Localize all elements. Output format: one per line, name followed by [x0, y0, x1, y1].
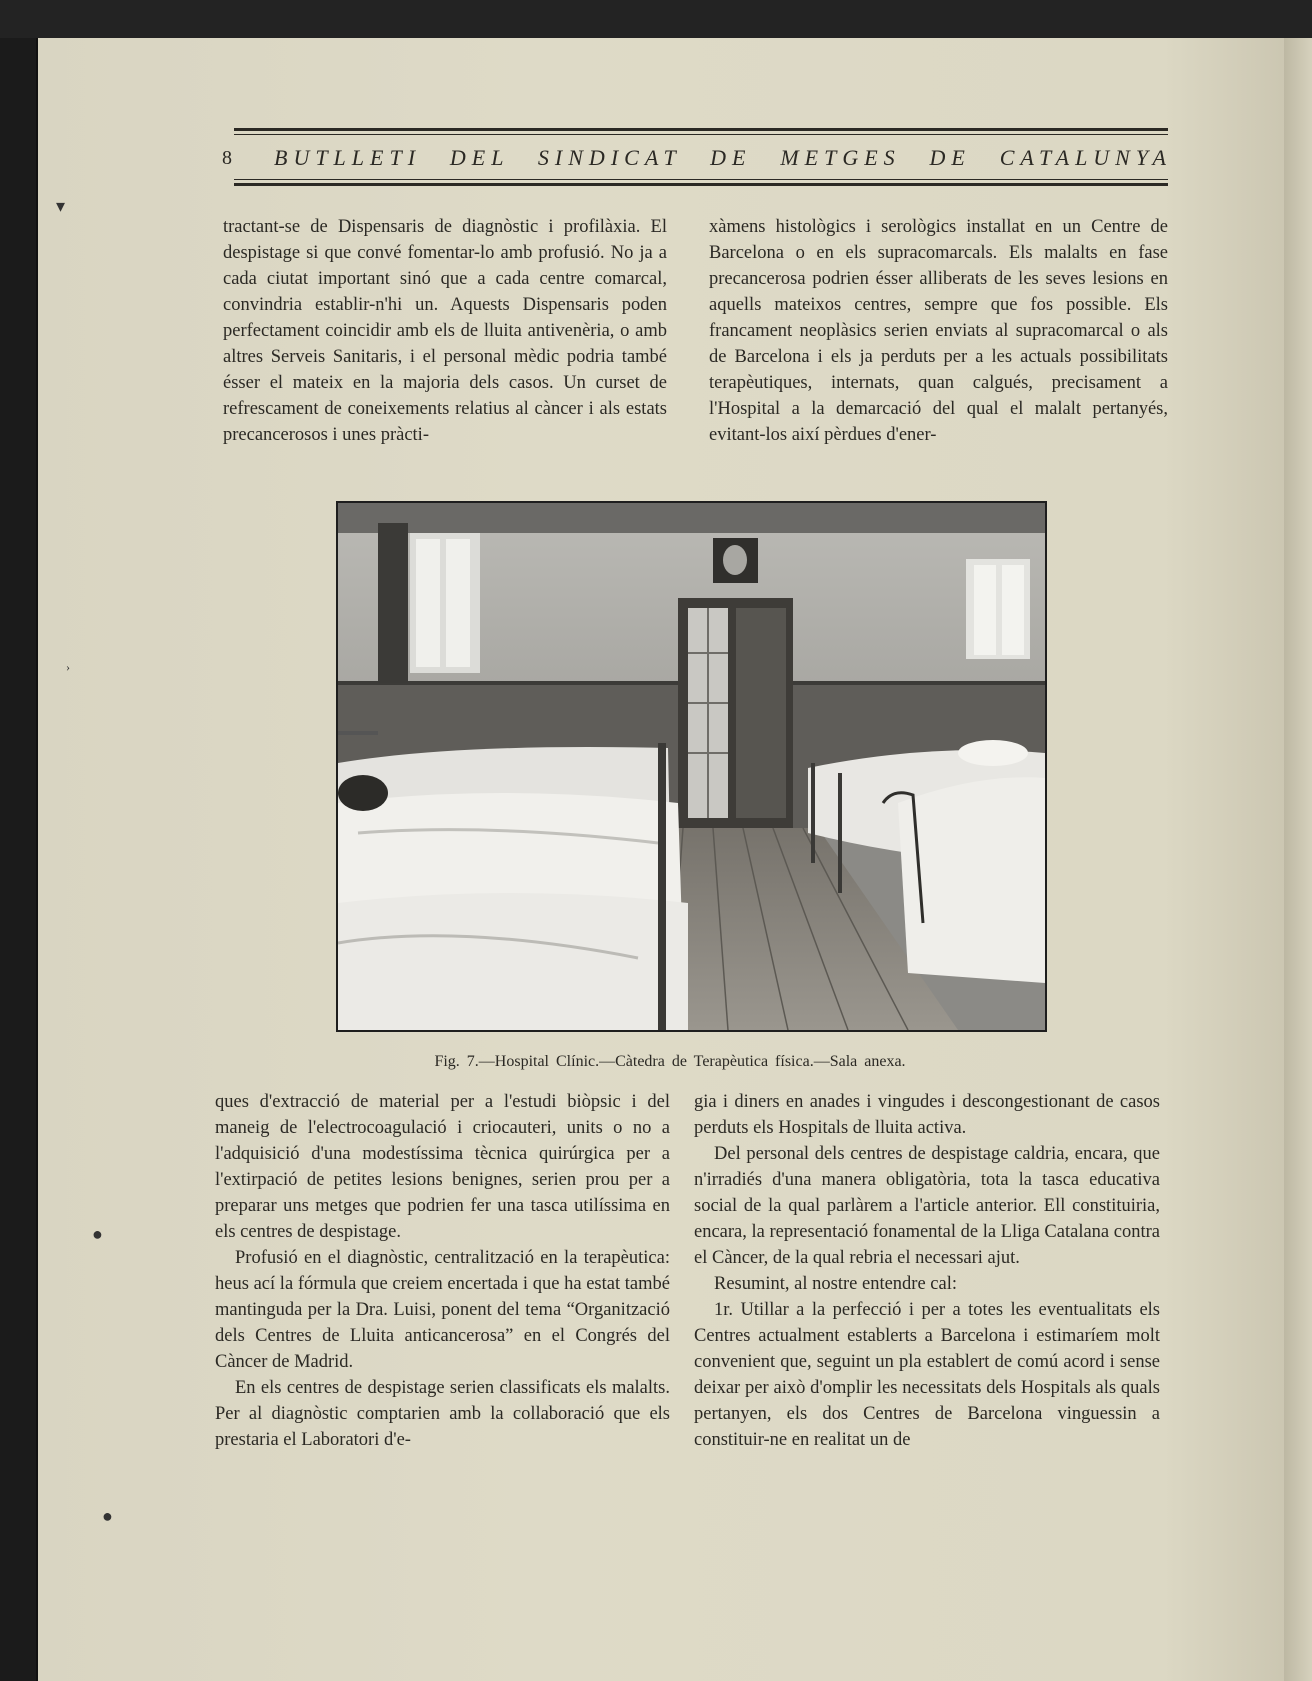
hospital-ward-photo	[336, 501, 1047, 1032]
text-column-bottom-left	[215, 1089, 670, 1453]
header-rule-bottom-thin	[234, 179, 1168, 180]
margin-mark: ▾	[56, 196, 66, 216]
figure-caption: Fig. 7.—Hospital Clínic.—Càtedra de Terapèutica física.—Sala anexa.	[434, 1053, 906, 1070]
text-column-bottom-right	[694, 1089, 1160, 1453]
paragraph: ques d'extracció de material per a l'estudi biòpsic i del maneig de l'electrocoagulació i criocauteri, units o no a l'adquisició d'una modestíssima tècnica quirúrgica per a l'extirpació de petites lesions benignes, serien prou per a preparar uns metges que podrien fer una tasca utilíssima en els centres de despistage.	[215, 1092, 670, 1242]
paragraph: 1r. Utillar a la perfecció i per a totes les eventualitats els Centres actualment establerts a Barcelona i estimaríem molt convenient que, seguint un pla establert de comú acord i sense deixar per això d'omplir les necessitats dels Hospitals als quals pertanyen, els dos Centres de Barcelona vinguessin a constituir-ne en realitat un de	[694, 1300, 1160, 1450]
text-column-top-left	[223, 214, 667, 448]
paragraph: En els centres de despistage serien classificats els malalts. Per al diagnòstic comptarien amb la collaboració que els prestaria el Laboratori d'e-	[215, 1378, 670, 1450]
paragraph: Resumint, al nostre entendre cal:	[714, 1274, 957, 1294]
facing-page-edge	[1284, 38, 1312, 1681]
running-header	[222, 143, 1172, 173]
running-title: BUTLLETI DEL SINDICAT DE METGES DE CATALUNYA	[274, 145, 1172, 170]
page-number: 8	[222, 146, 232, 169]
margin-mark: ●	[92, 1224, 103, 1244]
header-rule-top	[234, 128, 1168, 131]
paragraph: Profusió en el diagnòstic, centralització en la terapèutica: heus ací la fórmula que creiem encertada i que ha estat també mantinguda per la Dra. Luisi, ponent del tema “Organització dels Centres de Lluita anticancerosa” en el Congrés del Càncer de Madrid.	[215, 1248, 670, 1372]
header-rule-bottom	[234, 183, 1168, 186]
margin-mark: ●	[102, 1506, 113, 1526]
header-rule-top-thin	[234, 134, 1168, 135]
paragraph: xàmens histològics i serològics installat en un Centre de Barcelona o en els supracomarcals. Els malalts en fase precancerosa podrien ésser alliberats de les seves lesions en aquells mateixos centres, sempre que fos possible. Els francament neoplàsics serien enviats al supracomarcal o als de Barcelona i els ja perduts per a les actuals possibilitats terapèutiques, internats, quan calgués, precisament a l'Hospital a la demarcació del qual el malalt pertanyés, evitant-los així pèrdues d'ener-	[709, 217, 1168, 445]
margin-mark: ›	[66, 660, 70, 674]
paragraph: tractant-se de Dispensaris de diagnòstic i profilàxia. El despistage si que convé fomentar-lo amb profusió. No ja a cada ciutat important sinó que a cada centre comarcal, convindria establir-n'hi un. Aquests Dispensaris poden perfectament coincidir amb els de lluita antivenèria, o amb altres Serveis Sanitaris, i el personal mèdic podria també ésser el mateix en la majoria dels casos. Un curset de refrescament de coneixements relatius al càncer i als estats precancerosos i unes pràcti-	[223, 217, 667, 445]
text-column-top-right	[709, 214, 1168, 448]
scan-top-border	[0, 0, 1312, 38]
paragraph: Del personal dels centres de despistage caldria, encara, que n'irradiés d'una manera obligatòria, tota la tasca educativa social de la qual parlàrem a l'article anterior. Ell constituiria, encara, la representació fonamental de la Lliga Catalana contra el Càncer, de la qual rebria el necessari ajut.	[694, 1144, 1160, 1268]
paragraph: gia i diners en anades i vingudes i descongestionant de casos perduts els Hospitals de lluita activa.	[694, 1092, 1160, 1138]
